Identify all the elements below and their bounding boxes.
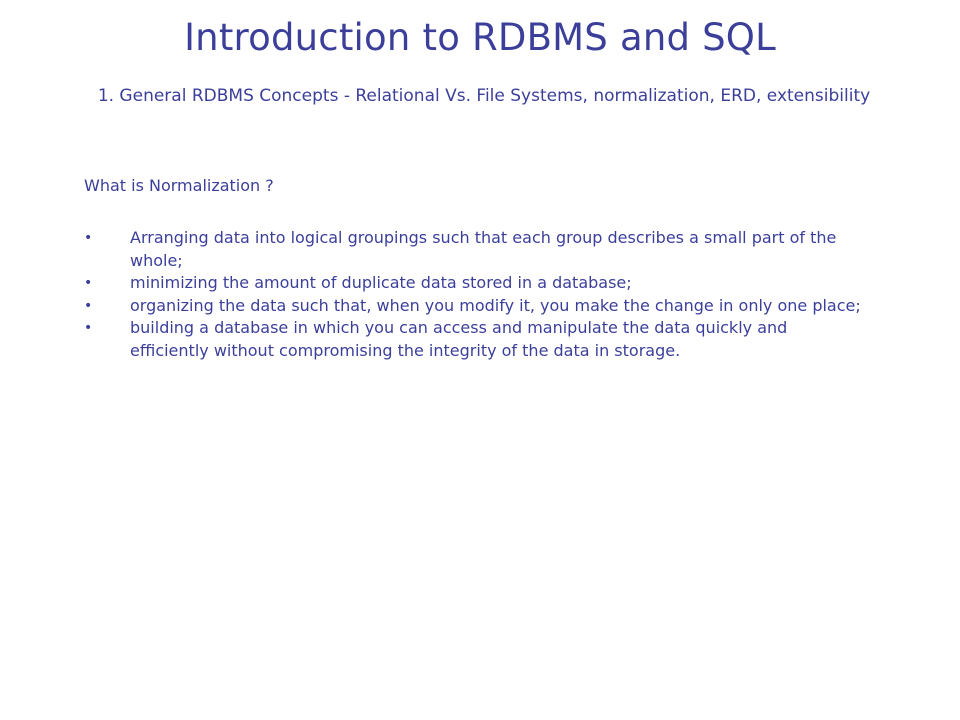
bullet-icon: •: [84, 320, 93, 336]
bullet-item: [84, 317, 874, 362]
bullet-item: [84, 295, 874, 318]
slide-subtitle: 1. General RDBMS Concepts - Relational Vs. File Systems, normalization, ERD, extensibility: [97, 86, 871, 106]
bullet-item: [84, 272, 874, 295]
bullet-text: organizing the data such that, when you modify it, you make the change in only one place;: [130, 295, 861, 315]
bullet-icon: •: [84, 297, 93, 314]
bullet-icon: •: [84, 230, 93, 246]
bullet-text: building a database in which you can access and manipulate the data quickly and efficiently without compromising the integrity of the data in storage.: [130, 318, 788, 360]
bullet-item: [84, 227, 874, 272]
bullet-text: Arranging data into logical groupings such that each group describes a small part of the whole;: [130, 228, 837, 270]
bullet-text: minimizing the amount of duplicate data stored in a database;: [130, 273, 632, 292]
slide-title: Introduction to RDBMS and SQL: [184, 16, 776, 59]
bullet-icon: •: [84, 275, 93, 291]
section-question: What is Normalization ?: [84, 176, 274, 195]
bullet-list: [84, 227, 874, 362]
